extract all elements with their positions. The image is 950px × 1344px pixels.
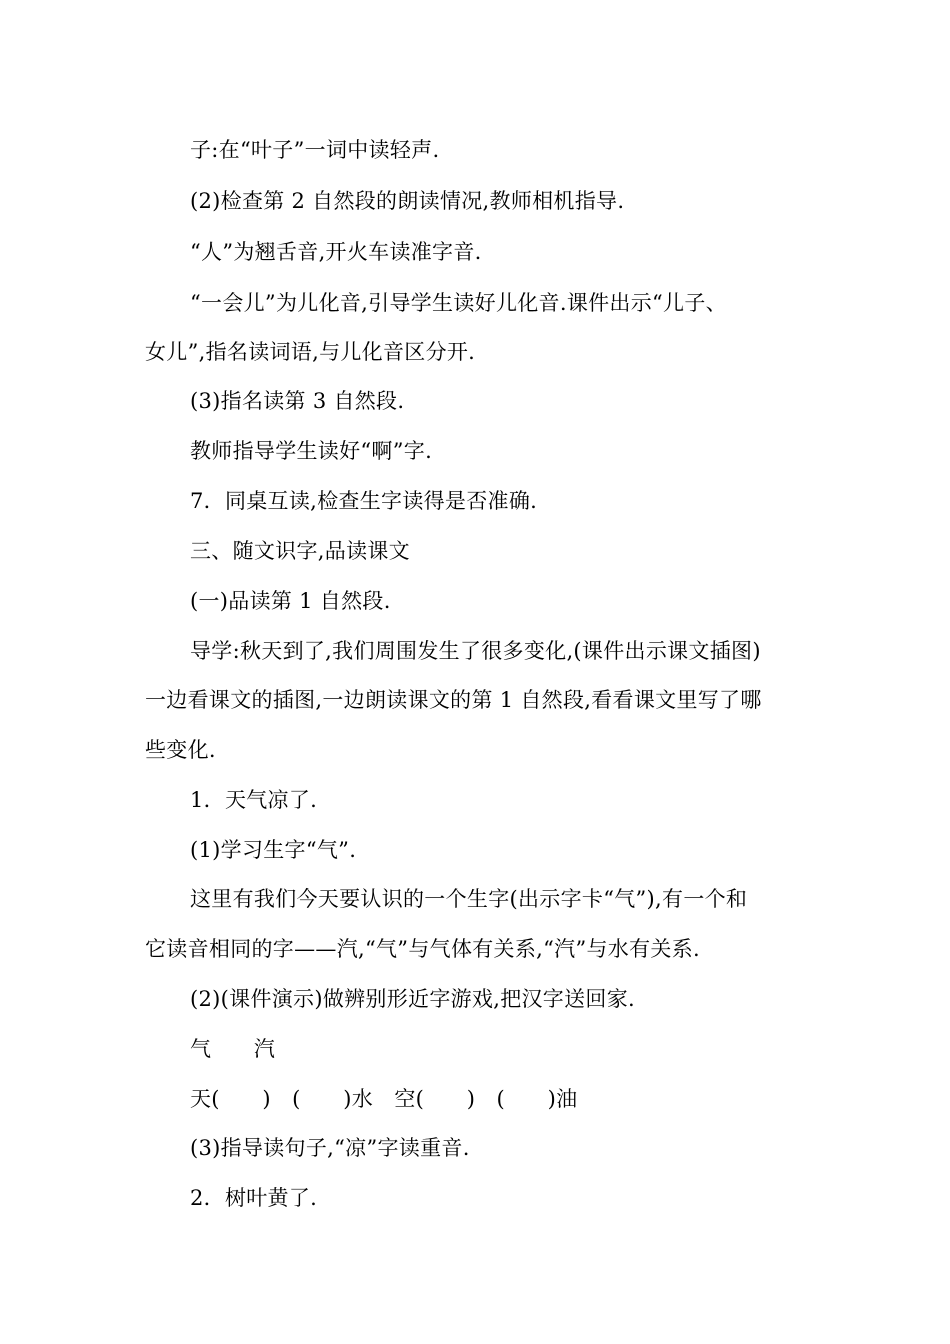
text-line-4: “一会儿”为儿化音,引导学生读好儿化音.课件出示“儿子、 bbox=[190, 291, 727, 315]
text-line-21: (3)指导读句子,“凉”字读重音. bbox=[190, 1136, 470, 1160]
text-line-16: 这里有我们今天要认识的一个生字(出示字卡“气”),有一个和 bbox=[190, 887, 748, 911]
text-line-18: (2)(课件演示)做辨别形近字游戏,把汉字送回家. bbox=[190, 987, 635, 1011]
text-line-6: (3)指名读第 3 自然段. bbox=[190, 389, 405, 413]
text-line-12: 一边看课文的插图,一边朗读课文的第 1 自然段,看看课文里写了哪 bbox=[145, 688, 762, 712]
fill-in-blanks: 天( ) ( )水 空( ) ( )油 bbox=[190, 1087, 578, 1111]
text-line-5: 女儿”,指名读词语,与儿化音区分开. bbox=[145, 340, 476, 364]
text-line-11: 导学:秋天到了,我们周围发生了很多变化,(课件出示课文插图) bbox=[190, 639, 761, 663]
text-line-13: 些变化. bbox=[145, 738, 216, 762]
text-line-14: 1．天气凉了. bbox=[190, 788, 318, 812]
text-line-7: 教师指导学生读好“啊”字. bbox=[190, 439, 433, 463]
text-line-2: (2)检查第 2 自然段的朗读情况,教师相机指导. bbox=[190, 189, 625, 213]
text-line-15: (1)学习生字“气”. bbox=[190, 838, 357, 862]
character-pair: 气 汽 bbox=[190, 1037, 276, 1061]
text-line-8: 7．同桌互读,检查生字读得是否准确. bbox=[190, 489, 538, 513]
text-line-22: 2．树叶黄了. bbox=[190, 1186, 318, 1210]
text-line-17: 它读音相同的字——汽,“气”与气体有关系,“汽”与水有关系. bbox=[145, 937, 700, 961]
section-heading: 三、随文识字,品读课文 bbox=[190, 539, 410, 563]
text-line-3: “人”为翘舌音,开火车读准字音. bbox=[190, 240, 482, 264]
text-line-1: 子:在“叶子”一词中读轻声. bbox=[190, 138, 440, 162]
text-line-10: (一)品读第 1 自然段. bbox=[190, 589, 391, 613]
